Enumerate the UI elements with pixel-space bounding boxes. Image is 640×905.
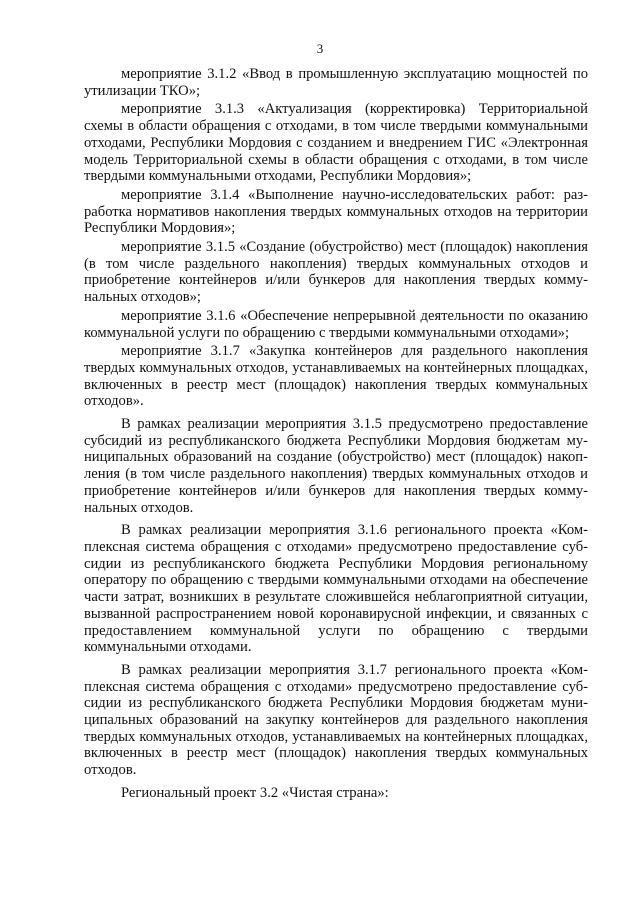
paragraph-measure-3-1-2: мероприятие 3.1.2 «Ввод в промышленную эксплуатацию мощностей по утилизации ТКО»; xyxy=(84,66,588,99)
paragraph-measure-3-1-7: мероприятие 3.1.7 «Закупка контейнеров для раздельного накопления твердых коммунальных отходов, устанавливаемых на контейнерных площадках, включенных в реестр мест (площадок) накопления твердых коммунальных отходов». xyxy=(84,343,588,410)
paragraph-subsidy-3-1-6: В рамках реализации мероприятия 3.1.6 регионального проекта «Комплексная система обращения с отходами» предусмотрено предоставление субсидии из республиканского бюджета Республики Мордовия региональному оператору по обращению с твердыми коммунальными отходами на обеспечение части затрат, возникших в результате сложившейся неблагоприятной ситуации, вызванной распространением новой коронавирусной инфекции, и связанных с предоставлением коммунальной услуги по обращению с твердыми коммунальными отходами. xyxy=(84,522,588,656)
paragraph-subsidy-3-1-7: В рамках реализации мероприятия 3.1.7 регионального проекта «Комплексная система обращения с отходами» предусмотрено предоставление субсидии из республиканского бюджета Республики Мордовия бюджетам муниципальных образований на закупку контейнеров для раздельного накопления твердых коммунальных отходов, устанавливаемых на контейнерных площадках, включенных в реестр мест (площадок) накопления твердых коммунальных отходов. xyxy=(84,661,588,779)
paragraph-measure-3-1-5: мероприятие 3.1.5 «Создание (обустройство) мест (площадок) накопления (в том числе раздельного накопления) твердых коммунальных отходов и приобретение контейнеров и/или бункеров для накопления твердых коммунальных отходов»; xyxy=(84,239,588,306)
paragraph-measure-3-1-4: мероприятие 3.1.4 «Выполнение научно-исследовательских работ: разработка нормативов накопления твердых коммунальных отходов на территории Республики Мордовия»; xyxy=(84,186,588,237)
page-number: 3 xyxy=(316,41,324,56)
paragraph-measure-3-1-3: мероприятие 3.1.3 «Актуализация (корректировка) Территориальной схемы в области обращения с отходами, в том числе твердыми коммунальными отходами, Республики Мордовия с созданием и внедрением ГИС «Электронная модель Территориальной схемы в области обращения с отходами, в том числе твердыми коммунальными отходами, Республики Мордовия»; xyxy=(84,101,588,185)
paragraph-regional-project-3-2: Региональный проект 3.2 «Чистая страна»: xyxy=(121,784,389,801)
paragraph-measure-3-1-6: мероприятие 3.1.6 «Обеспечение непрерывной деятельности по оказанию коммунальной услуги по обращению с твердыми коммунальными отходами»; xyxy=(84,307,588,341)
document-body xyxy=(84,66,588,804)
paragraph-subsidy-3-1-5: В рамках реализации мероприятия 3.1.5 предусмотрено предоставление субсидий из республиканского бюджета Республики Мордовия бюджетам муниципальных образований на создание (обустройство) мест (площадок) накопления (в том числе раздельного накопления) твердых коммунальных отходов и приобретение контейнеров и/или бункеров для накопления твердых коммунальных отходов. xyxy=(84,416,588,516)
